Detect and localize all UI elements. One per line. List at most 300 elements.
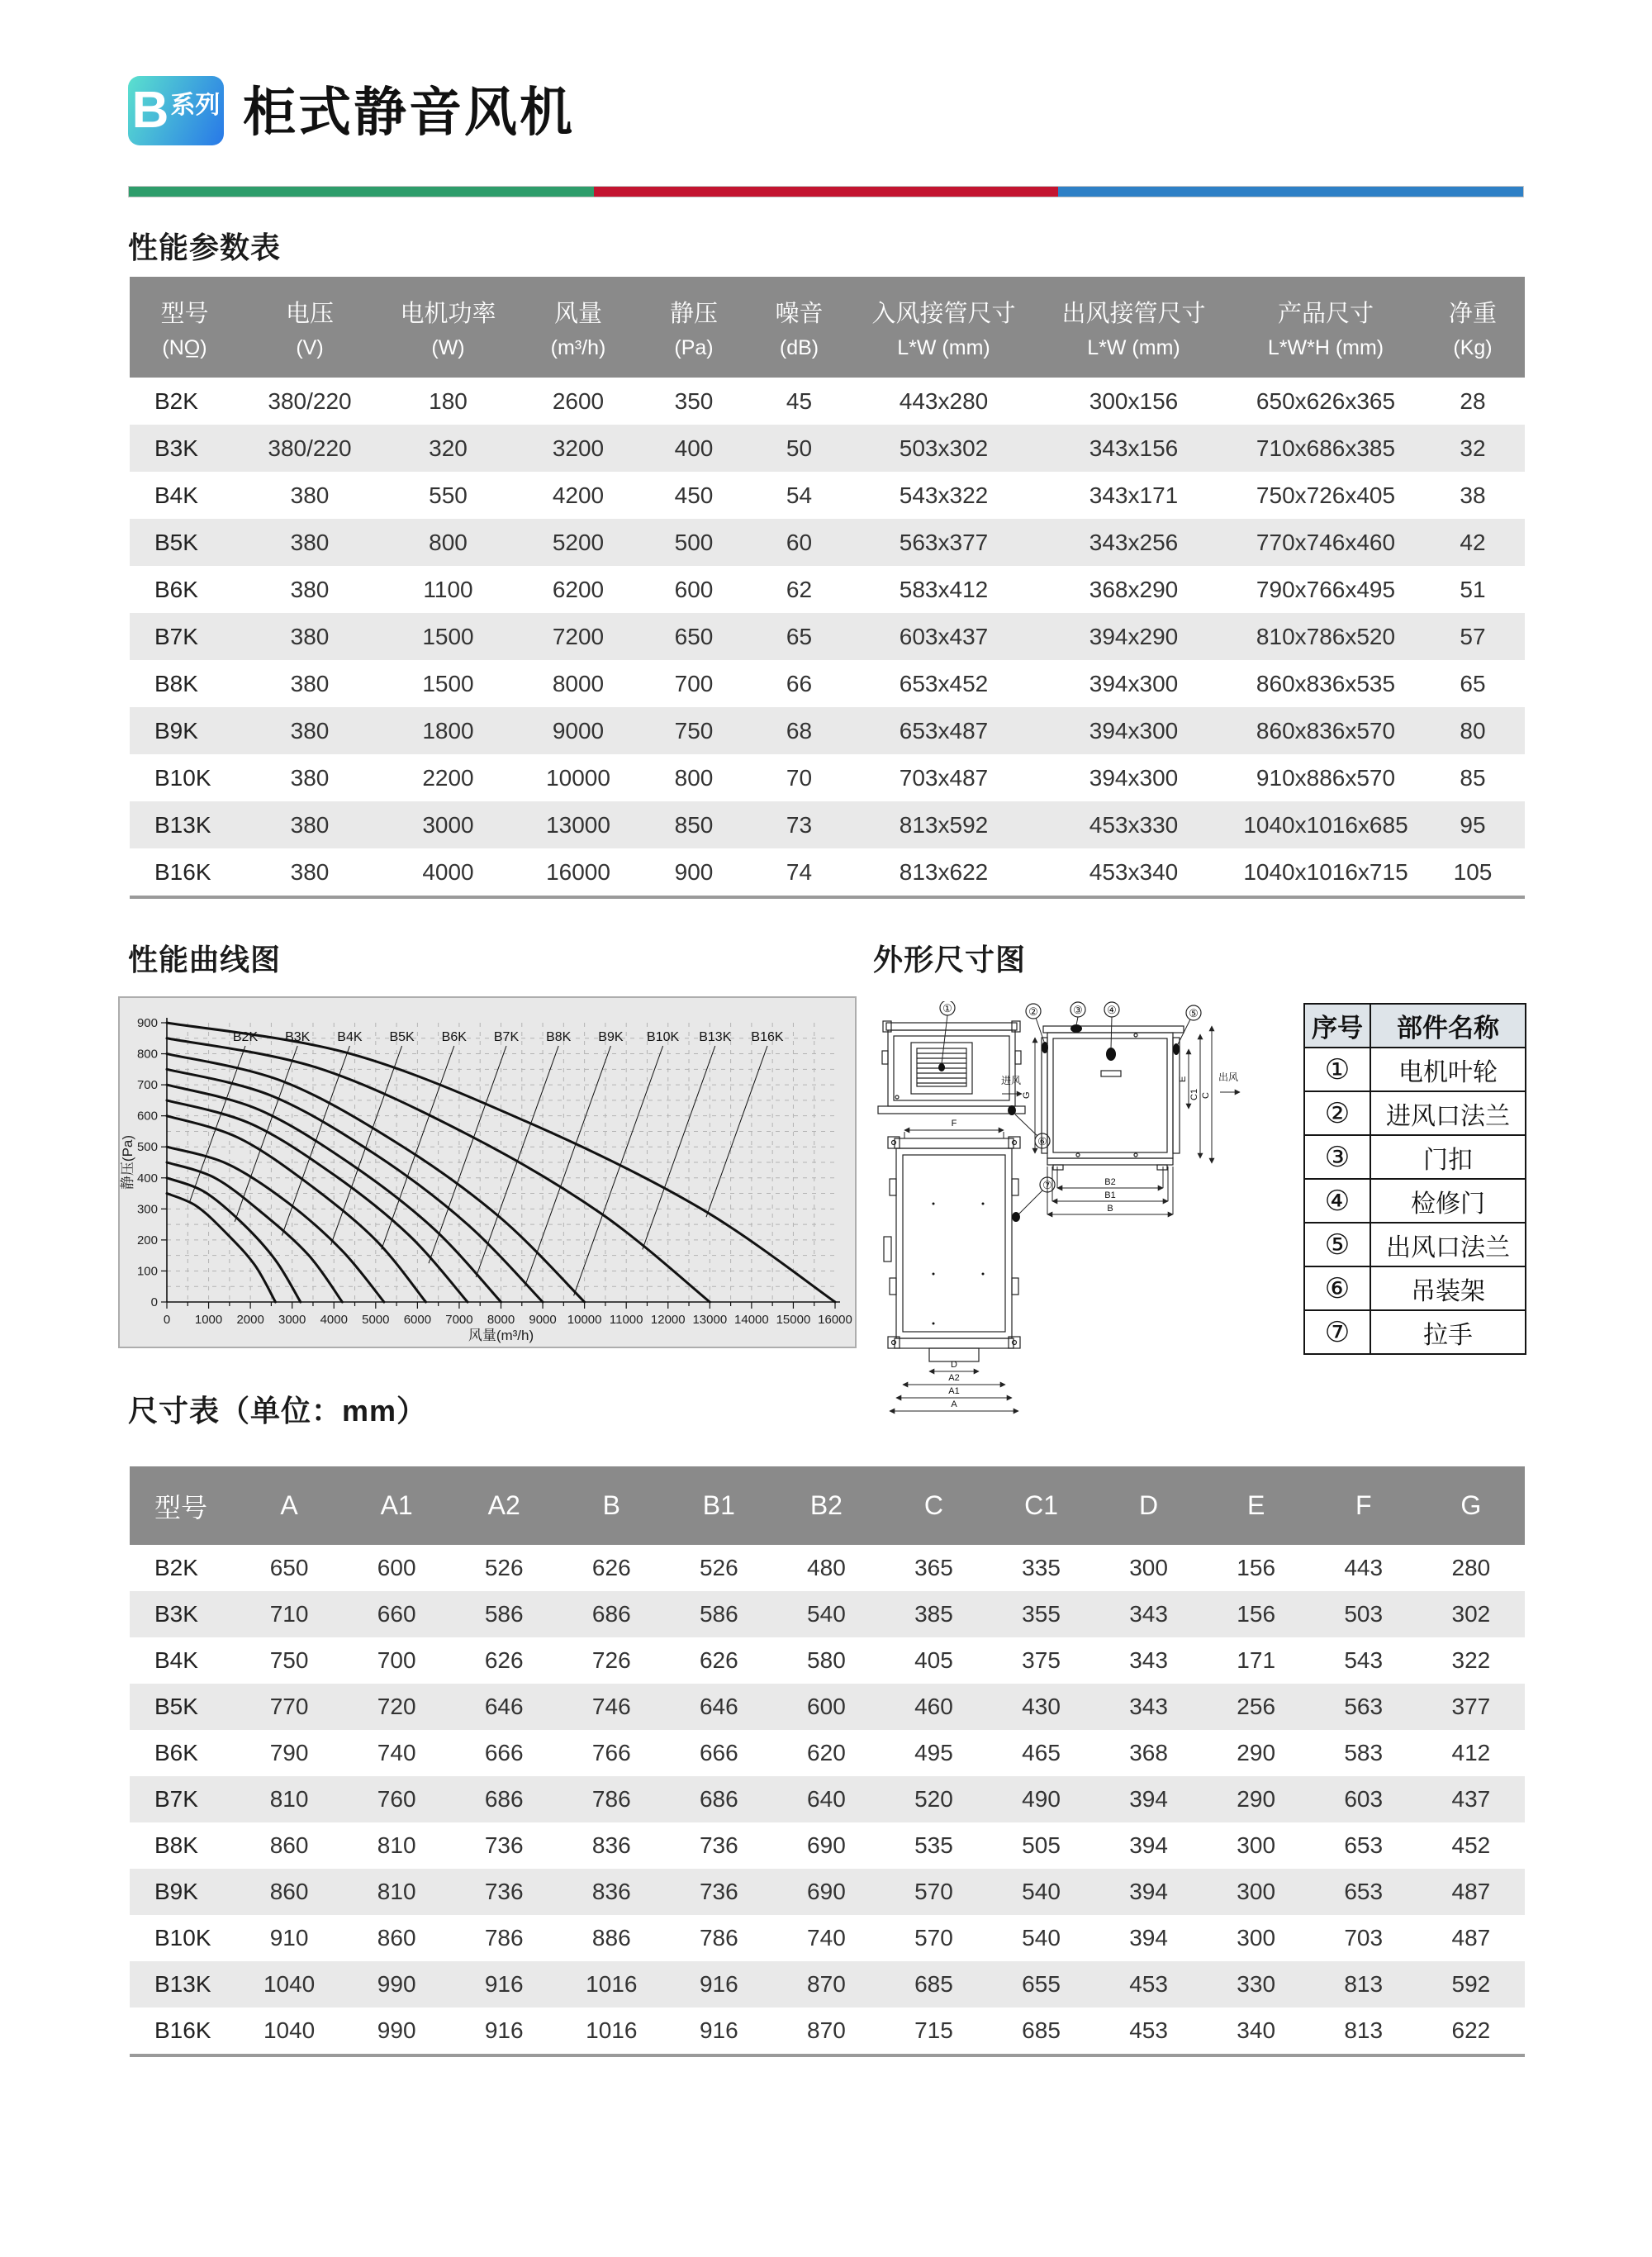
column-header: A1 <box>343 1466 450 1545</box>
table-cell: 1016 <box>586 1971 638 1997</box>
table-row <box>130 660 1525 707</box>
table-cell: 330 <box>1237 1971 1276 1997</box>
table-cell: 503x302 <box>899 435 989 461</box>
table-cell: 28 <box>1460 387 1486 414</box>
table-cell: 1040x1016x685 <box>1243 811 1408 838</box>
column-header: B1 <box>665 1466 772 1545</box>
parts-table-row <box>1304 1048 1526 1091</box>
parts-table-row <box>1304 1135 1526 1179</box>
table-cell: 1500 <box>422 670 474 696</box>
table-cell: 703 <box>1344 1925 1384 1951</box>
svg-text:700: 700 <box>136 1078 158 1093</box>
table-cell: 335 <box>1022 1555 1061 1580</box>
table-row <box>130 1591 1525 1637</box>
table-cell: 685 <box>914 1971 953 1997</box>
table-cell: 505 <box>1022 1832 1061 1858</box>
column-header: 入风接管尺寸 L*W (mm) <box>851 277 1037 378</box>
table-cell: 453x330 <box>1089 811 1179 838</box>
table-cell: 412 <box>1451 1740 1491 1765</box>
table-cell: 836 <box>591 1832 631 1858</box>
table-cell: 1500 <box>422 623 474 649</box>
table-cell: 760 <box>377 1786 416 1812</box>
table-cell: 900 <box>640 848 748 897</box>
table-cell: 750 <box>674 717 714 744</box>
table-cell: 736 <box>484 1879 524 1904</box>
svg-text:B2K: B2K <box>232 1030 259 1044</box>
table-cell: 990 <box>377 1971 416 1997</box>
svg-text:4000: 4000 <box>320 1313 348 1327</box>
table-row <box>130 707 1525 754</box>
table-cell: 检修门 <box>1370 1179 1526 1223</box>
table-cell: 343x256 <box>1089 529 1179 555</box>
table-cell: 66 <box>786 670 813 696</box>
table-cell: 380 <box>290 529 330 555</box>
svg-text:2000: 2000 <box>236 1313 264 1327</box>
table-cell: 320 <box>429 435 468 461</box>
table-cell: 540 <box>1022 1925 1061 1951</box>
table-cell: 480 <box>807 1555 846 1580</box>
table-cell: 535 <box>914 1832 953 1858</box>
table-cell: 563 <box>1344 1694 1384 1719</box>
column-header: A <box>235 1466 343 1545</box>
table-cell: B4K <box>154 482 198 508</box>
table-cell: 394 <box>1129 1832 1168 1858</box>
air-inlet-label: 进风 <box>1001 1075 1022 1086</box>
table-cell: 660 <box>377 1601 416 1627</box>
svg-text:静压(Pa): 静压(Pa) <box>120 1134 135 1190</box>
table-cell: 686 <box>591 1601 631 1627</box>
table-cell: 280 <box>1451 1555 1491 1580</box>
table-row <box>130 1822 1525 1869</box>
svg-text:B9K: B9K <box>598 1030 624 1044</box>
front-view-drawing <box>878 1001 1050 1148</box>
table-cell: 583x412 <box>899 576 989 602</box>
table-cell: B2K <box>154 1555 198 1580</box>
svg-text:0: 0 <box>150 1295 158 1309</box>
table-cell: 700 <box>377 1647 416 1673</box>
table-cell: 375 <box>1022 1647 1061 1673</box>
table-cell: 368 <box>1129 1740 1168 1765</box>
column-header: A2 <box>450 1466 558 1545</box>
table-cell: 350 <box>674 387 714 414</box>
table-cell: 860 <box>269 1832 309 1858</box>
table-cell: 8000 <box>552 670 605 696</box>
table-cell: 495 <box>914 1740 953 1765</box>
table-cell: 646 <box>484 1694 524 1719</box>
table-cell: 180 <box>429 387 468 414</box>
divider-segment-blue <box>1058 187 1523 197</box>
table-cell: B13K <box>154 811 211 838</box>
table-cell: 500 <box>674 529 714 555</box>
table-cell: 1016 <box>558 2008 665 2055</box>
table-cell: 810 <box>377 1832 416 1858</box>
table-cell: 650 <box>674 623 714 649</box>
table-cell: 3000 <box>422 811 474 838</box>
table-cell: B9K <box>154 1879 198 1904</box>
table-cell: 736 <box>484 1832 524 1858</box>
table-cell: 736 <box>699 1879 738 1904</box>
table-cell: 786 <box>591 1786 631 1812</box>
table-cell: 6200 <box>552 576 605 602</box>
table-cell: 290 <box>1237 1740 1276 1765</box>
table-cell: 300 <box>1129 1555 1168 1580</box>
table-cell: 650x626x365 <box>1256 387 1396 414</box>
table-cell: 256 <box>1237 1694 1276 1719</box>
table-cell: 95 <box>1460 811 1486 838</box>
table-cell: B3K <box>154 1601 198 1627</box>
table-cell: 1040 <box>263 1971 316 1997</box>
table-cell: 813x592 <box>899 811 989 838</box>
table-cell: 105 <box>1421 848 1525 897</box>
table-cell: 380/220 <box>268 435 352 461</box>
table-cell: ① <box>1304 1048 1370 1091</box>
svg-text:3000: 3000 <box>278 1313 306 1327</box>
table-cell: B7K <box>154 1786 198 1812</box>
callout-3-door-latch: ③ <box>1073 1004 1083 1016</box>
svg-text:B10K: B10K <box>647 1030 680 1044</box>
table-cell: 666 <box>484 1740 524 1765</box>
dim-label-C: C <box>1201 1092 1211 1099</box>
table-cell: 810 <box>269 1786 309 1812</box>
parts-table-row <box>1304 1223 1526 1266</box>
table-cell: 563x377 <box>899 529 989 555</box>
table-cell: 850 <box>674 811 714 838</box>
table-cell: 368x290 <box>1089 576 1179 602</box>
table-cell: 886 <box>591 1925 631 1951</box>
column-header: 风量 (m³/h) <box>516 277 640 378</box>
table-cell: 766 <box>591 1740 631 1765</box>
table-cell: 910 <box>269 1925 309 1951</box>
table-cell: 836 <box>591 1879 631 1904</box>
table-cell: 800 <box>429 529 468 555</box>
table-cell: 916 <box>699 1971 738 1997</box>
svg-text:B7K: B7K <box>493 1030 520 1044</box>
svg-text:6000: 6000 <box>403 1313 432 1327</box>
table-cell: 343 <box>1129 1694 1168 1719</box>
table-cell: 570 <box>914 1925 953 1951</box>
table-row <box>130 801 1525 848</box>
table-cell: 465 <box>1022 1740 1061 1765</box>
svg-text:16000: 16000 <box>818 1313 852 1327</box>
callout-1-motor-impeller: ① <box>942 1002 952 1014</box>
table-cell: 7200 <box>552 623 605 649</box>
page-title: 柜式静音风机 <box>243 83 575 142</box>
svg-text:10000: 10000 <box>567 1313 602 1327</box>
performance-curve-svg <box>120 998 855 1347</box>
svg-text:600: 600 <box>136 1109 158 1124</box>
table-cell: ④ <box>1304 1179 1370 1223</box>
table-cell: 640 <box>807 1786 846 1812</box>
table-cell: B4K <box>154 1647 198 1673</box>
table-cell: B9K <box>154 717 198 744</box>
table-cell: 4000 <box>380 848 516 897</box>
table-cell: 600 <box>674 576 714 602</box>
series-badge-letter: B <box>131 82 169 139</box>
table-row <box>130 1915 1525 1961</box>
table-cell: 653x452 <box>899 670 989 696</box>
table-cell: 550 <box>429 482 468 508</box>
divider-segment-green <box>129 187 594 197</box>
svg-text:0: 0 <box>163 1313 171 1327</box>
table-cell: 394 <box>1129 1879 1168 1904</box>
performance-curve-chart <box>118 996 857 1348</box>
svg-text:300: 300 <box>136 1202 158 1217</box>
table-cell: B8K <box>154 1832 198 1858</box>
table-cell: 655 <box>1022 1971 1061 1997</box>
table-cell: 5200 <box>552 529 605 555</box>
table-row <box>130 472 1525 519</box>
table-cell: 343x171 <box>1089 482 1179 508</box>
air-outlet-label: 出风 <box>1218 1071 1239 1083</box>
column-header: 部件名称 <box>1370 1004 1526 1048</box>
callout-7-handle: ⑦ <box>1042 1179 1052 1191</box>
curve-B7K <box>167 1100 468 1302</box>
table-cell: 拉手 <box>1370 1310 1526 1354</box>
table-cell: B10K <box>154 764 211 791</box>
table-row <box>130 1545 1525 1591</box>
table-cell: 300 <box>1237 1925 1276 1951</box>
table-row <box>130 566 1525 613</box>
table-cell: 进风口法兰 <box>1370 1091 1526 1135</box>
table-cell: B16K <box>130 2008 235 2055</box>
table-cell: 50 <box>786 435 813 461</box>
table-cell: 526 <box>484 1555 524 1580</box>
table-cell: 394 <box>1129 1925 1168 1951</box>
table-cell: 813 <box>1344 1971 1384 1997</box>
table-cell: 380 <box>290 623 330 649</box>
column-header: 型号 (NO̲) <box>130 277 240 378</box>
section-title-performance: 性能参数表 <box>128 230 282 264</box>
table-cell: 73 <box>786 811 813 838</box>
table-cell: 1040 <box>235 2008 343 2055</box>
column-header: C1 <box>988 1466 1095 1545</box>
table-cell: 65 <box>786 623 813 649</box>
table-row <box>130 2008 1525 2055</box>
table-cell: 860x836x535 <box>1256 670 1396 696</box>
table-cell: 870 <box>807 1971 846 1997</box>
svg-text:1000: 1000 <box>194 1313 223 1327</box>
svg-text:15000: 15000 <box>776 1313 811 1327</box>
table-cell: 786 <box>484 1925 524 1951</box>
table-cell: 300 <box>1237 1832 1276 1858</box>
table-cell: 355 <box>1022 1601 1061 1627</box>
table-cell: 520 <box>914 1786 953 1812</box>
table-cell: 32 <box>1460 435 1486 461</box>
svg-text:14000: 14000 <box>734 1313 769 1327</box>
svg-text:B6K: B6K <box>441 1030 467 1044</box>
table-cell: 85 <box>1460 764 1486 791</box>
table-row <box>130 1637 1525 1684</box>
table-cell: 65 <box>1460 670 1486 696</box>
table-cell: 365 <box>914 1555 953 1580</box>
side-view-drawing <box>1001 1002 1240 1214</box>
table-cell: 686 <box>699 1786 738 1812</box>
dim-label-D: D <box>951 1360 957 1370</box>
table-cell: 487 <box>1451 1879 1491 1904</box>
column-header: 电压 (V) <box>240 277 380 378</box>
table-cell: 526 <box>699 1555 738 1580</box>
table-row <box>130 848 1525 897</box>
table-cell: 电机叶轮 <box>1370 1048 1526 1091</box>
svg-text:风量(m³/h): 风量(m³/h) <box>468 1328 534 1343</box>
table-cell: 443x280 <box>899 387 989 414</box>
series-badge <box>128 76 224 145</box>
table-cell: 156 <box>1237 1555 1276 1580</box>
table-cell: 1040x1016x715 <box>1231 848 1421 897</box>
table-cell: 620 <box>807 1740 846 1765</box>
table-cell: 700 <box>674 670 714 696</box>
table-cell: 377 <box>1451 1694 1491 1719</box>
table-cell: 385 <box>914 1601 953 1627</box>
table-cell: 460 <box>914 1694 953 1719</box>
table-cell: B5K <box>154 1694 198 1719</box>
svg-text:B16K: B16K <box>751 1030 784 1044</box>
column-header: B2 <box>772 1466 880 1545</box>
table-row <box>130 378 1525 425</box>
table-cell: 290 <box>1237 1786 1276 1812</box>
table-cell: 592 <box>1451 1971 1491 1997</box>
table-cell: 580 <box>807 1647 846 1673</box>
section-title-dimension-table: 尺寸表（单位：mm） <box>128 1394 428 1428</box>
table-cell: 300 <box>1237 1879 1276 1904</box>
table-cell: 860 <box>269 1879 309 1904</box>
svg-text:500: 500 <box>136 1140 158 1155</box>
dim-label-A: A <box>951 1399 957 1409</box>
callout-6-hanging-bracket: ⑥ <box>1037 1135 1047 1148</box>
table-cell: 490 <box>1022 1786 1061 1812</box>
table-cell: 437 <box>1451 1786 1491 1812</box>
table-cell: B5K <box>154 529 198 555</box>
table-cell: 430 <box>1022 1694 1061 1719</box>
svg-text:200: 200 <box>136 1233 158 1247</box>
table-cell: 770 <box>269 1694 309 1719</box>
table-cell: 740 <box>377 1740 416 1765</box>
table-cell: 810x786x520 <box>1256 623 1396 649</box>
table-cell: 156 <box>1237 1601 1276 1627</box>
table-cell: 860x836x570 <box>1256 717 1396 744</box>
table-cell: B16K <box>130 848 240 897</box>
table-cell: 860 <box>377 1925 416 1951</box>
column-header: 净重 (Kg) <box>1421 277 1525 378</box>
table-cell: 653x487 <box>899 717 989 744</box>
table-cell: 吊装架 <box>1370 1266 1526 1310</box>
table-cell: 394 <box>1129 1786 1168 1812</box>
table-cell: 720 <box>377 1694 416 1719</box>
table-cell: 2600 <box>552 387 605 414</box>
series-badge-label: 系列 <box>170 92 221 119</box>
table-row <box>130 1730 1525 1776</box>
table-cell: B7K <box>154 623 198 649</box>
table-cell: 770x746x460 <box>1256 529 1396 555</box>
table-row <box>130 1961 1525 2008</box>
performance-table <box>130 277 1525 899</box>
table-cell: 790 <box>269 1740 309 1765</box>
svg-text:B5K: B5K <box>389 1030 415 1044</box>
svg-text:5000: 5000 <box>362 1313 390 1327</box>
table-cell: 916 <box>665 2008 772 2055</box>
table-cell: 666 <box>699 1740 738 1765</box>
table-cell: 10000 <box>546 764 610 791</box>
table-cell: 380 <box>290 717 330 744</box>
column-header: 产品尺寸 L*W*H (mm) <box>1231 277 1421 378</box>
table-cell: 74 <box>748 848 851 897</box>
table-cell: 710 <box>269 1601 309 1627</box>
table-cell: 1800 <box>422 717 474 744</box>
table-cell: 380 <box>240 848 380 897</box>
table-cell: B6K <box>154 1740 198 1765</box>
dimension-table <box>130 1466 1525 2057</box>
svg-text:100: 100 <box>136 1264 158 1279</box>
table-cell: B10K <box>154 1925 211 1951</box>
svg-text:B13K: B13K <box>699 1030 732 1044</box>
svg-text:900: 900 <box>136 1016 158 1030</box>
table-cell: 703x487 <box>899 764 989 791</box>
table-cell: 653 <box>1344 1879 1384 1904</box>
svg-text:11000: 11000 <box>609 1313 643 1327</box>
table-cell: 686 <box>484 1786 524 1812</box>
table-cell: 540 <box>807 1601 846 1627</box>
table-cell: 746 <box>591 1694 631 1719</box>
table-cell: 622 <box>1417 2008 1525 2055</box>
table-row <box>130 1869 1525 1915</box>
table-row <box>130 1776 1525 1822</box>
table-cell: 13000 <box>546 811 610 838</box>
table-cell: 80 <box>1460 717 1486 744</box>
column-header: B <box>558 1466 665 1545</box>
parts-table-row <box>1304 1310 1526 1354</box>
table-cell: 750x726x405 <box>1256 482 1396 508</box>
table-cell: B3K <box>154 435 198 461</box>
table-cell: 790x766x495 <box>1256 576 1396 602</box>
table-cell: 690 <box>807 1879 846 1904</box>
table-cell: 586 <box>484 1601 524 1627</box>
table-cell: 62 <box>786 576 813 602</box>
svg-text:12000: 12000 <box>650 1313 686 1327</box>
table-cell: 3200 <box>552 435 605 461</box>
dim-label-A1: A1 <box>948 1386 960 1396</box>
svg-text:B8K: B8K <box>546 1030 572 1044</box>
table-cell: 450 <box>674 482 714 508</box>
table-cell: ⑤ <box>1304 1223 1370 1266</box>
table-cell: 380 <box>290 576 330 602</box>
table-cell: 600 <box>377 1555 416 1580</box>
table-cell: 583 <box>1344 1740 1384 1765</box>
table-cell: 16000 <box>516 848 640 897</box>
table-cell: 2200 <box>422 764 474 791</box>
table-cell: 603x437 <box>899 623 989 649</box>
callout-5-outlet-flange: ⑤ <box>1189 1007 1199 1019</box>
table-cell: 54 <box>786 482 813 508</box>
table-cell: 452 <box>1451 1832 1491 1858</box>
column-header: D <box>1095 1466 1203 1545</box>
table-cell: 916 <box>450 2008 558 2055</box>
column-header: 序号 <box>1304 1004 1370 1048</box>
table-cell: 626 <box>484 1647 524 1673</box>
table-cell: ⑥ <box>1304 1266 1370 1310</box>
svg-text:9000: 9000 <box>529 1313 557 1327</box>
svg-text:B3K: B3K <box>285 1030 311 1044</box>
table-cell: 453x340 <box>1037 848 1231 897</box>
table-cell: 740 <box>807 1925 846 1951</box>
table-cell: 626 <box>591 1555 631 1580</box>
dim-label-E: E <box>1178 1076 1188 1082</box>
table-cell: 68 <box>786 717 813 744</box>
svg-text:7000: 7000 <box>445 1313 473 1327</box>
table-cell: 690 <box>807 1832 846 1858</box>
table-cell: 394x300 <box>1089 670 1179 696</box>
table-cell: 380 <box>290 482 330 508</box>
table-cell: 603 <box>1344 1786 1384 1812</box>
